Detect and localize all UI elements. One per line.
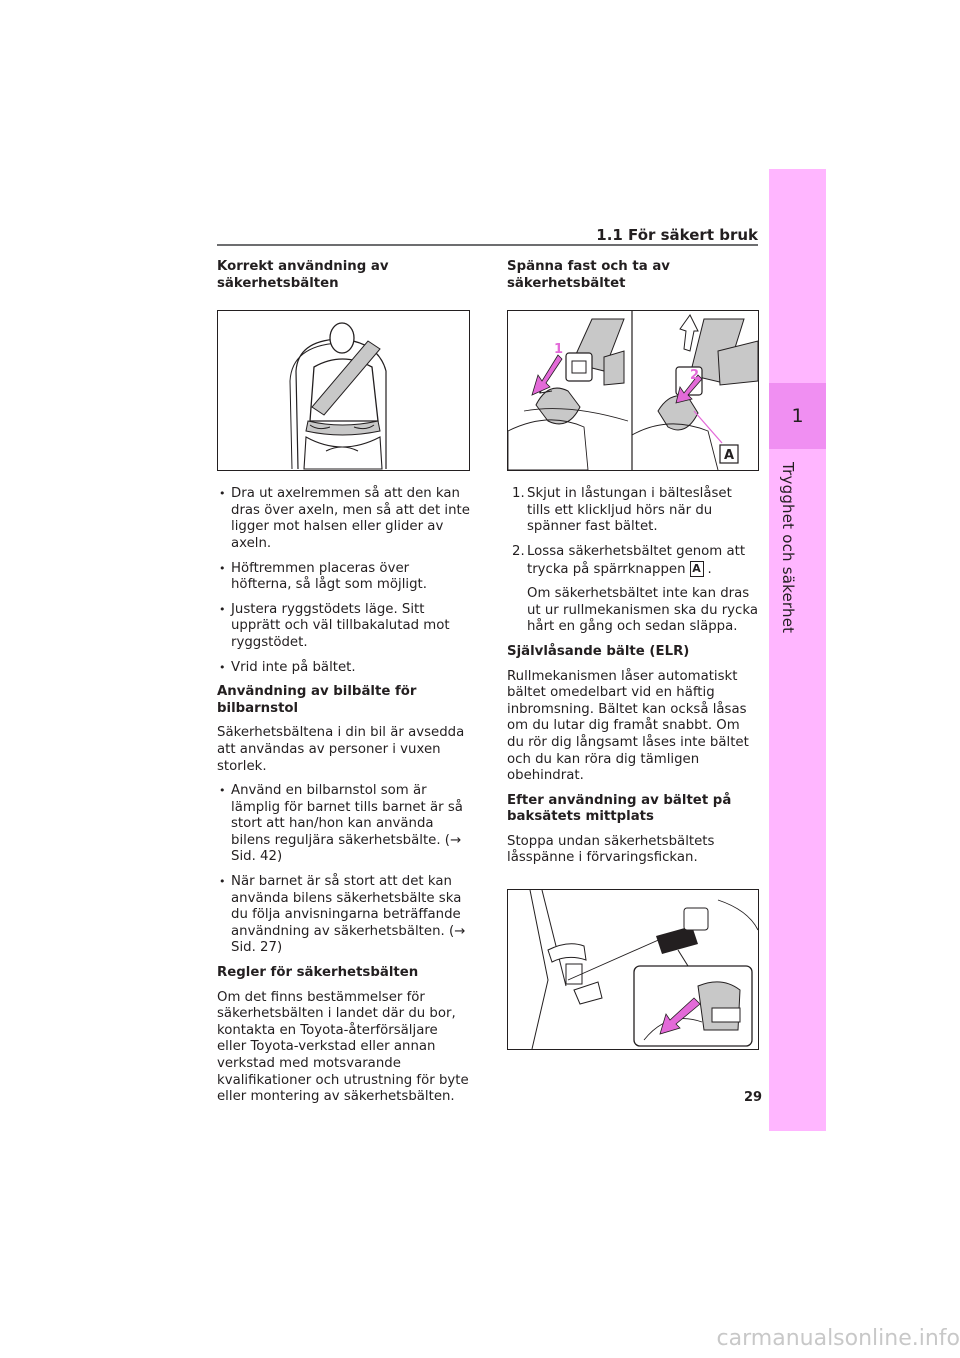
label-step-1: 1 — [554, 342, 564, 358]
list-item: • Dra ut axelremmen så att den kan dras över axeln, men så att det inte ligger mot halsen eller glider av axeln. — [217, 486, 470, 552]
step-number: 1. — [512, 486, 525, 502]
elr-text: Rullmekanismen låser automatiskt bältet omedelbart vid en häftig inbromsning. Bältet kan också låsas om du lutar dig framåt snabbt. Om du rör dig långsamt låses inte bältet och du kan röra dig tämligen obehindrat. — [507, 668, 749, 784]
correct-use-list — [217, 486, 470, 676]
step-note: Om säkerhetsbältet inte kan dras ut ur rullmekanismen ska du rycka hårt en gång och sedan släppa. — [527, 586, 758, 635]
step-text: Lossa säkerhetsbältet genom att trycka på spärrknappen — [527, 543, 746, 577]
list-item: • Använd en bilbarnstol som är lämplig för barnet tills barnet är så stort att han/hon kan använda bilens reguljära säkerhetsbälte. (→ Sid. 42) — [217, 783, 470, 866]
chapter-side-tab — [769, 169, 826, 1131]
list-item: • Vrid inte på bältet. — [217, 660, 470, 677]
label-step-2: 2 — [690, 368, 700, 384]
chapter-title: Trygghet och säkerhet — [779, 462, 797, 634]
fasten-steps — [507, 486, 759, 636]
list-item — [507, 486, 759, 536]
list-item: • Höftremmen placeras över höfterna, så lågt som möjligt. — [217, 561, 470, 594]
chapter-number: 1 — [791, 405, 804, 427]
figure-seated-person-with-belt — [217, 310, 470, 471]
heading-child-seat: Användning av bilbälte för bilbarnstol — [217, 684, 417, 716]
page-number: 29 — [744, 1090, 763, 1105]
heading-regulations: Regler för säkerhetsbälten — [217, 965, 419, 981]
release-button-marker: A — [690, 561, 704, 577]
buckle-illustration — [508, 311, 758, 470]
step-text: Skjut in låstungan i bälteslåset tills ett klickljud hörs när du spänner fast bältet. — [527, 486, 732, 535]
step-number: 2. — [512, 543, 525, 559]
header-divider — [217, 244, 758, 246]
step-text-end: . — [707, 561, 712, 577]
chapter-number-tab[interactable] — [769, 383, 826, 449]
seated-person-illustration — [218, 311, 469, 470]
list-item: • När barnet är så stort att det kan använda bilens säkerhetsbälte ska du följa anvisningarna beträffande användning av säkerhetsbälten. (→ Sid. 27) — [217, 874, 470, 957]
heading-correct-use: Korrekt användning av säkerhetsbälten — [217, 259, 389, 291]
heading-fasten-unfasten: Spänna fast och ta av säkerhetsbältet — [507, 259, 670, 291]
heading-elr: Självlåsande bälte (ELR) — [507, 643, 690, 659]
list-item — [507, 544, 759, 636]
figure-buckle-operation — [507, 310, 759, 471]
list-item: • Justera ryggstödets läge. Sitt upprätt och väl tillbakalutad mot ryggstödet. — [217, 602, 470, 652]
watermark: carmanualsonline.info — [716, 1326, 960, 1351]
left-column — [217, 259, 470, 1114]
child-seat-intro: Säkerhetsbältena i din bil är avsedda att användas av personer i vuxen storlek. — [217, 725, 465, 774]
label-release-button: A — [724, 448, 735, 464]
right-column — [507, 259, 759, 1050]
regulations-text: Om det finns bestämmelser för säkerhetsbälten i landet där du bor, kontakta en Toyota-återförsäljare eller Toyota-verkstad eller annan verkstad med motsvarande kvalifikationer och utrustning för byte eller montering av säkerhetsbälten. — [217, 989, 469, 1105]
heading-rear-center: Efter användning av bältet på baksätets mittplats — [507, 792, 732, 825]
figure-stow-buckle — [507, 889, 759, 1050]
stow-buckle-illustration — [508, 890, 758, 1049]
rear-center-text: Stoppa undan säkerhetsbältets låsspänne i förvaringsfickan. — [507, 833, 715, 866]
child-seat-list — [217, 783, 470, 957]
section-header: 1.1 För säkert bruk — [596, 226, 758, 244]
